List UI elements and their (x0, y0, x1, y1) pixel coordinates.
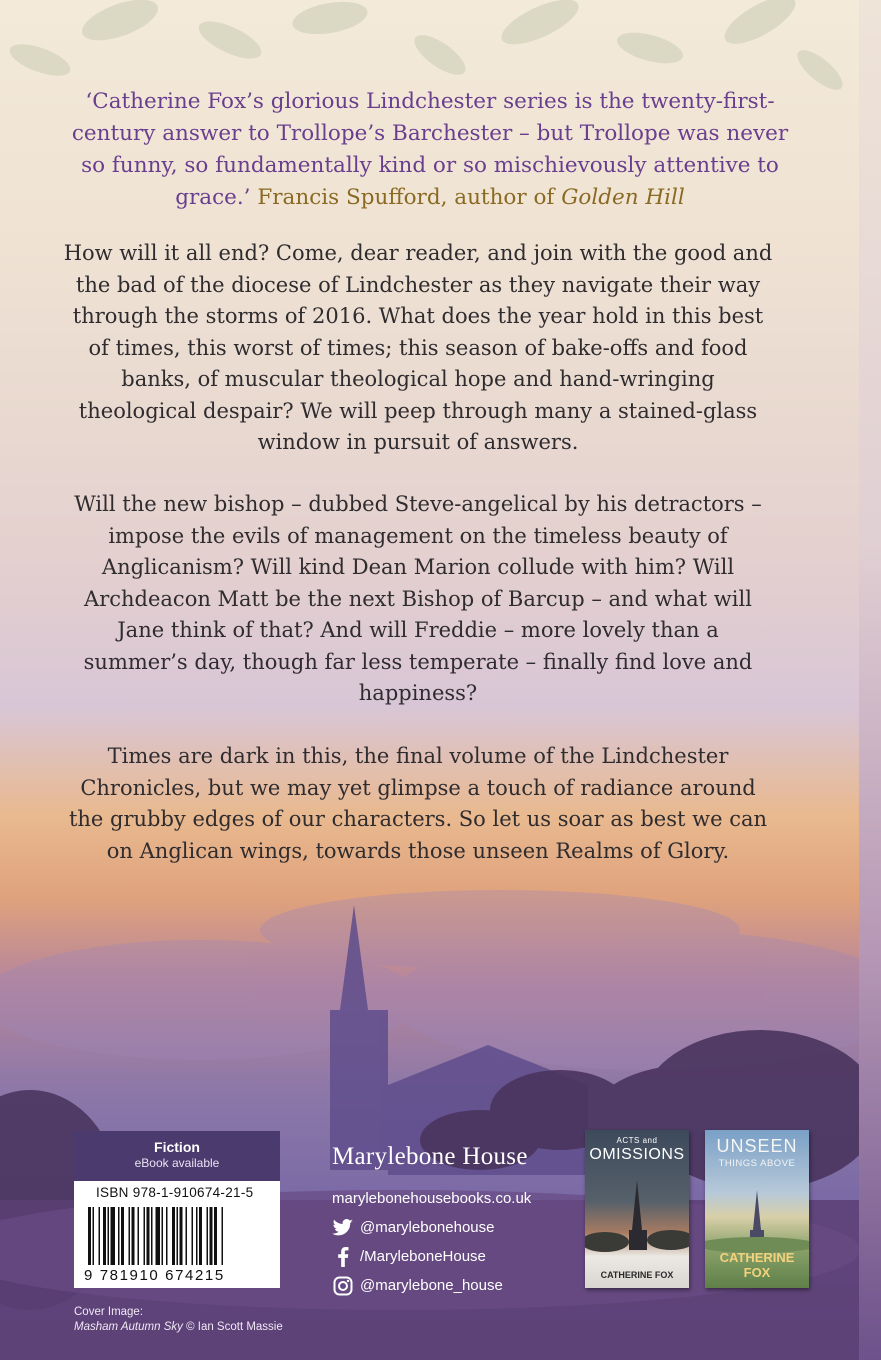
credit-artist: © Ian Scott Massie (186, 1321, 283, 1333)
instagram-link[interactable] (332, 1271, 531, 1300)
related-book-unseen-things-above (705, 1130, 809, 1288)
publisher-links (332, 1184, 531, 1300)
facebook-link[interactable] (332, 1242, 531, 1271)
book2-author (705, 1250, 809, 1280)
website-text[interactable]: marylebonehousebooks.co.uk (332, 1190, 532, 1207)
cover-image-credit (74, 1305, 283, 1335)
quote-attribution: Francis Spufford, author of (257, 185, 555, 210)
book1-author: CATHERINE FOX (600, 1270, 674, 1280)
isbn-panel (74, 1181, 280, 1288)
genre-label: Fiction (154, 1139, 200, 1155)
genre-band (74, 1131, 280, 1181)
review-quote (60, 86, 800, 214)
book2-author-line1: CATHERINE (719, 1250, 795, 1265)
quote-book-title: Golden Hill (561, 185, 685, 210)
credit-label: Cover Image: (74, 1306, 144, 1318)
twitter-icon (332, 1217, 354, 1239)
book1-title-main: OMISSIONS (589, 1146, 685, 1163)
blurb-paragraph-1: How will it all end? Come, dear reader, and join with the good and the bad of the diocese of Lindchester as they navigate their way through the storms of 2016. What does the year hold in this best of times, this worst of times; this season of bake-offs and food banks, of muscular theological hope and hand-wringing theological despair? We will peep through many a stained-glass window in pursuit of answers. (63, 241, 773, 454)
blurb-paragraph-3: Times are dark in this, the final volume of the Lindchester Chronicles, but we may yet glimpse a touch of radiance around the grubby edges of our characters. So let us soar as best we can on Anglican wings, towards those unseen Realms of Glory. (68, 744, 768, 863)
website-link[interactable] (332, 1184, 531, 1213)
facebook-icon (332, 1246, 354, 1268)
book2-title-main: UNSEEN (716, 1136, 798, 1156)
spine-edge (859, 0, 881, 1360)
isbn-digits: 9 781910 674215 (84, 1267, 225, 1284)
barcode-icon (88, 1207, 266, 1265)
publisher-name: Marylebone House (332, 1143, 528, 1170)
facebook-handle[interactable]: /MaryleboneHouse (360, 1248, 486, 1265)
instagram-handle[interactable]: @marylebone_house (360, 1277, 503, 1294)
credit-title: Masham Autumn Sky (74, 1321, 183, 1333)
book2-title-small: THINGS ABOVE (718, 1158, 796, 1169)
ebook-label: eBook available (134, 1156, 220, 1170)
quote-text: ‘Catherine Fox’s glorious Lindchester series is the twenty-first-century answer to Trollope’s Barchester – but Trollope was never so funny, so fundamentally kind or so mischievously attentive to grace.’ (71, 89, 789, 210)
book2-author-line2: FOX (743, 1265, 771, 1280)
isbn-label: ISBN 978-1-910674-21-5 (96, 1185, 254, 1200)
barcode-block (74, 1131, 280, 1288)
book1-title-small: ACTS and (616, 1136, 658, 1145)
twitter-link[interactable] (332, 1213, 531, 1242)
instagram-icon (332, 1275, 354, 1297)
twitter-handle[interactable]: @marylebonehouse (360, 1219, 495, 1236)
related-book-acts-and-omissions (585, 1130, 689, 1288)
blurb-paragraph-2: Will the new bishop – dubbed Steve-angelical by his detractors – impose the evils of management on the timeless beauty of Anglicanism? Will kind Dean Marion collude with him? Will Archdeacon Matt be the next Bishop of Barcup – and what will Jane think of that? And will Freddie – more lovely than a summer’s day, though far less temperate – finally find love and happiness? (74, 492, 762, 705)
